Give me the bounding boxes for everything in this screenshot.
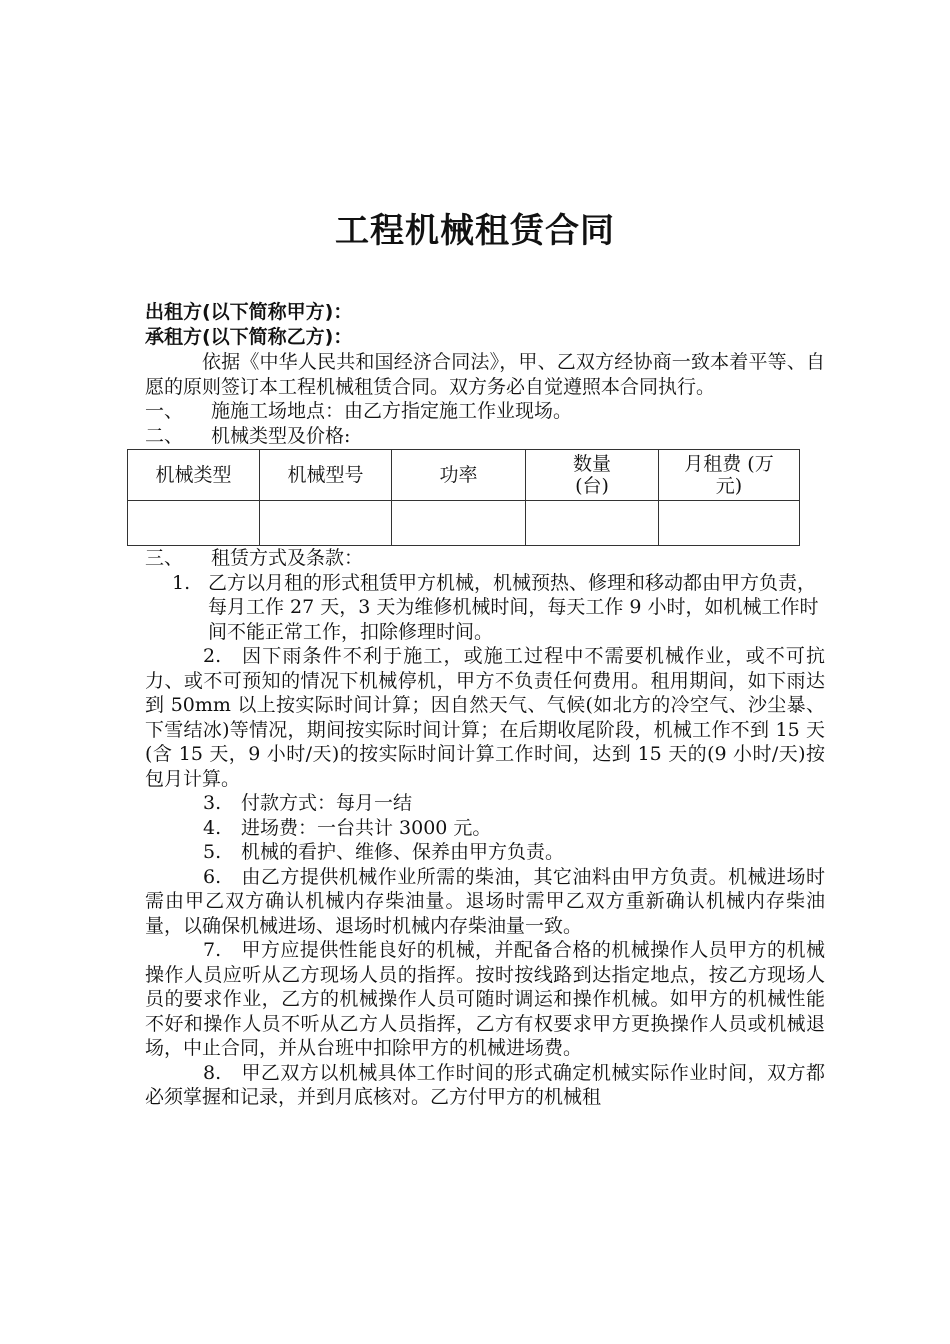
table-header-row — [128, 450, 800, 501]
clause-2 — [145, 644, 825, 791]
clause-text: 甲方应提供性能良好的机械，并配备合格的机械操作人员甲方的机械操作人员应听从乙方现场人员的指挥。按时按线路到达指定地点，按乙方现场人员的要求作业，乙方的机械操作人员可随时调运和操作机械。如甲方的机械性能不好和操作人员不听从乙方人员指挥，乙方有权要求甲方更换操作人员或机械退场，中止合同，并从台班中扣除甲方的机械进场费。 — [145, 939, 825, 1059]
section-2 — [145, 424, 825, 449]
section-number: 二、 — [145, 424, 184, 447]
header-cell-rent: 月租费 (万 元) — [659, 450, 800, 501]
clause-text: 付款方式：每月一结 — [241, 792, 413, 814]
clause-text: 乙方以月租的形式租赁甲方机械，机械预热、修理和移动都由甲方负责，每月工作 27 天，3 天为维修机械时间，每天工作 9 小时，如机械工作时间不能正常工作，扣除修理时间。 — [208, 571, 819, 643]
table-cell — [659, 501, 800, 546]
clause-8 — [145, 1061, 825, 1110]
header-cell-type: 机械类型 — [128, 450, 260, 501]
clause-text: 因下雨条件不利于施工，或施工过程中不需要机械作业，或不可抗力、或不可预知的情况下机械停机，甲方不负责任何费用。租用期间，如下雨达到 50mm 以上按实际时间计算；因自然天气、气候(如北方的冷空气、沙尘暴、下雪结冰)等情况，期间按实际时间计算；在后期收尾阶段，机械工作不到 15 天(含 15 天，9 小时/天)的按实际时间计算工作时间，达到 15 天的(9 小时/天)按包月计算。 — [145, 645, 825, 790]
clause-number: 1. — [172, 571, 191, 594]
clause-number: 8. — [203, 1061, 222, 1084]
clause-1 — [145, 571, 825, 645]
section-text: 施施工场地点：由乙方指定施工作业现场。 — [211, 400, 573, 422]
clause-number: 4. — [203, 816, 222, 839]
clause-number: 7. — [203, 939, 222, 961]
machine-price-table — [127, 449, 800, 546]
section-text: 机械类型及价格: — [211, 424, 351, 447]
section-1 — [145, 399, 825, 424]
intro-paragraph: 依据《中华人民共和国经济合同法》，甲、乙双方经协商一致本着平等、自愿的原则签订本工程机械租赁合同。双方务必自觉遵照本合同执行。 — [145, 351, 825, 398]
clause-text: 机械的看护、维修、保养由甲方负责。 — [241, 841, 565, 863]
clause-text: 由乙方提供机械作业所需的柴油，其它油料由甲方负责。机械进场时需由甲乙双方确认机械内存柴油量。退场时需甲乙双方重新确认机械内存柴油量，以确保机械进场、退场时机械内存柴油量一致。 — [145, 865, 825, 937]
table-cell — [392, 501, 526, 546]
clause-7 — [145, 938, 825, 1061]
clause-number: 6. — [203, 865, 222, 888]
clause-number: 3. — [203, 792, 222, 814]
clause-number: 5. — [203, 841, 222, 863]
section-text: 租赁方式及条款： — [211, 547, 364, 569]
table-cell — [526, 501, 659, 546]
lessee-line: 承租方(以下简称乙方)： — [145, 326, 353, 348]
section-number: 三、 — [145, 547, 184, 569]
clause-text: 进场费：一台共计 3000 元。 — [241, 816, 492, 839]
clause-3 — [145, 791, 825, 816]
table-row — [128, 501, 800, 546]
document-body — [145, 300, 825, 1110]
lessor-line: 出租方(以下简称甲方)： — [145, 301, 353, 323]
section-3 — [145, 546, 825, 571]
document-title: 工程机械租赁合同 — [335, 211, 615, 251]
clause-6 — [145, 865, 825, 939]
header-cell-power: 功率 — [392, 450, 526, 501]
clause-4 — [145, 816, 825, 841]
section-number: 一、 — [145, 400, 184, 422]
clause-number: 2. — [203, 645, 222, 667]
header-cell-quantity: 数量 (台) — [526, 450, 659, 501]
table-cell — [260, 501, 392, 546]
clause-5 — [145, 840, 825, 865]
clause-text: 甲乙双方以机械具体工作时间的形式确定机械实际作业时间，双方都必须掌握和记录，并到月底核对。乙方付甲方的机械租 — [145, 1061, 825, 1108]
table-cell — [128, 501, 260, 546]
header-cell-model: 机械型号 — [260, 450, 392, 501]
